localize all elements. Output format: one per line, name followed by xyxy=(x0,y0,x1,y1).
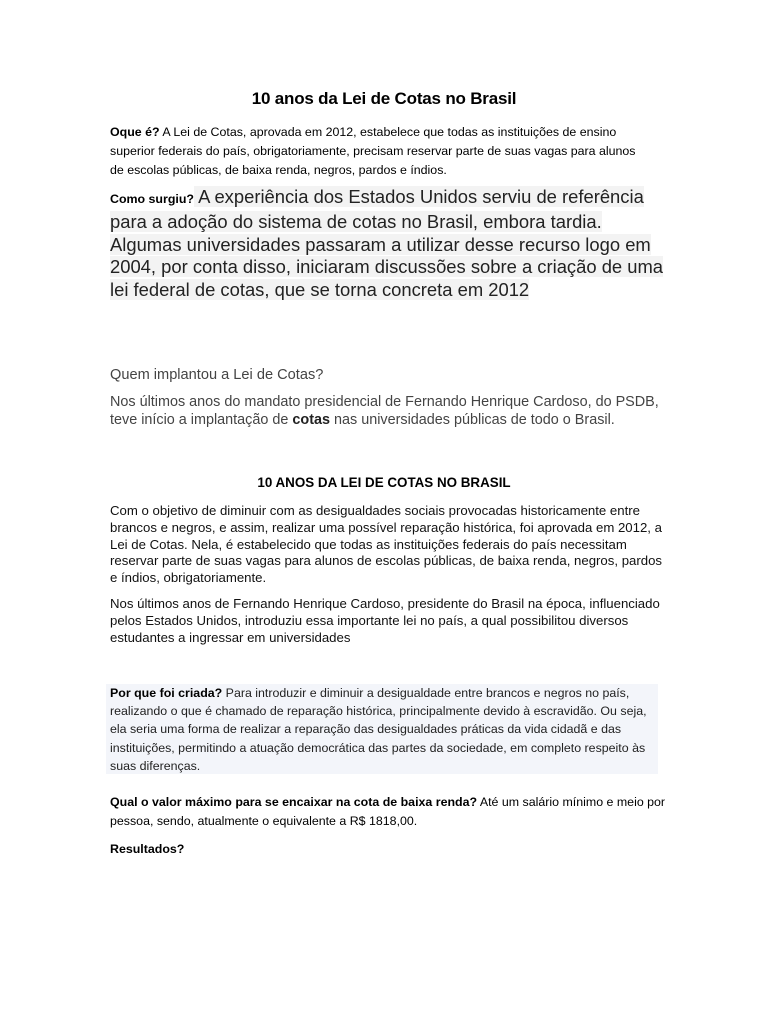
text-oque-e: A Lei de Cotas, aprovada em 2012, estabelece que todas as instituições de ensino superior federais do país, obrigatoriamente, precisam reservar parte de suas vagas para alunos de escolas públicas, de baixa renda, negros, pardos e índios. xyxy=(110,125,636,177)
label-oque-e: Oque é? xyxy=(110,125,160,139)
text-quem-implantou-b: nas universidades públicas de todo o Brasil. xyxy=(330,412,615,428)
document-title: 10 anos da Lei de Cotas no Brasil xyxy=(251,89,517,108)
paragraph-objetivo: Com o objetivo de diminuir com as desigualdades sociais provocadas historicamente entre brancos e negros, e assim, realizar uma possível reparação histórica, foi aprovada em 2012, a Lei de Cotas. Nela, é estabelecido que todas as instituições federais do país necessitam reservar parte de suas vagas para alunos de escolas públicas, de baixa renda, negros, pardos e índios, obrigatoriamente. xyxy=(110,503,663,586)
paragraph-valor-maximo xyxy=(110,793,670,831)
label-como-surgiu: Como surgiu? xyxy=(110,192,194,206)
paragraph-oque-e xyxy=(110,123,650,180)
text-como-surgiu: A experiência dos Estados Unidos serviu de referência para a adoção do sistema de cotas no Brasil, embora tardia. Algumas universidades passaram a utilizar desse recurso logo em 2004, por conta disso, iniciaram discussões sobre a criação de uma lei federal de cotas, que se torna concreta em 2012 xyxy=(110,186,664,301)
section-heading: 10 ANOS DA LEI DE COTAS NO BRASIL xyxy=(257,475,511,490)
paragraph-por-que-criada xyxy=(110,684,658,775)
text-quem-implantou-a: Nos últimos anos do mandato presidencial de Fernando Henrique Cardoso, do PSDB, teve início a implantação de xyxy=(110,394,659,428)
paragraph-como-surgiu xyxy=(110,186,670,302)
label-valor-maximo: Qual o valor máximo para se encaixar na cota de baixa renda? xyxy=(110,795,478,809)
paragraph-quem-implantou xyxy=(110,393,670,429)
label-resultados: Resultados? xyxy=(110,842,185,856)
text-por-que-criada: Para introduzir e diminuir a desigualdade entre brancos e negros no país, realizando o que é chamado de reparação histórica, principalmente devido à escravidão. Ou seja, ela seria uma forma de realizar a reparação das desigualdades práticas da vida cidadã e das instituições, permitindo a atuação democrática das partes da sociedade, em completo respeito às suas diferenças. xyxy=(110,686,647,773)
text-valor-maximo: Até um salário mínimo e meio por pessoa, sendo, atualmente o equivalente a R$ 1818,00. xyxy=(110,795,666,828)
label-por-que-criada: Por que foi criada? xyxy=(110,686,223,700)
text-quem-implantou-bold: cotas xyxy=(292,412,330,428)
paragraph-fhc: Nos últimos anos de Fernando Henrique Cardoso, presidente do Brasil na época, influenciado pelos Estados Unidos, introduziu essa importante lei no país, a qual possibilitou diversos estudantes a ingressar em universidades xyxy=(110,596,660,645)
question-quem-implantou: Quem implantou a Lei de Cotas? xyxy=(110,367,324,383)
